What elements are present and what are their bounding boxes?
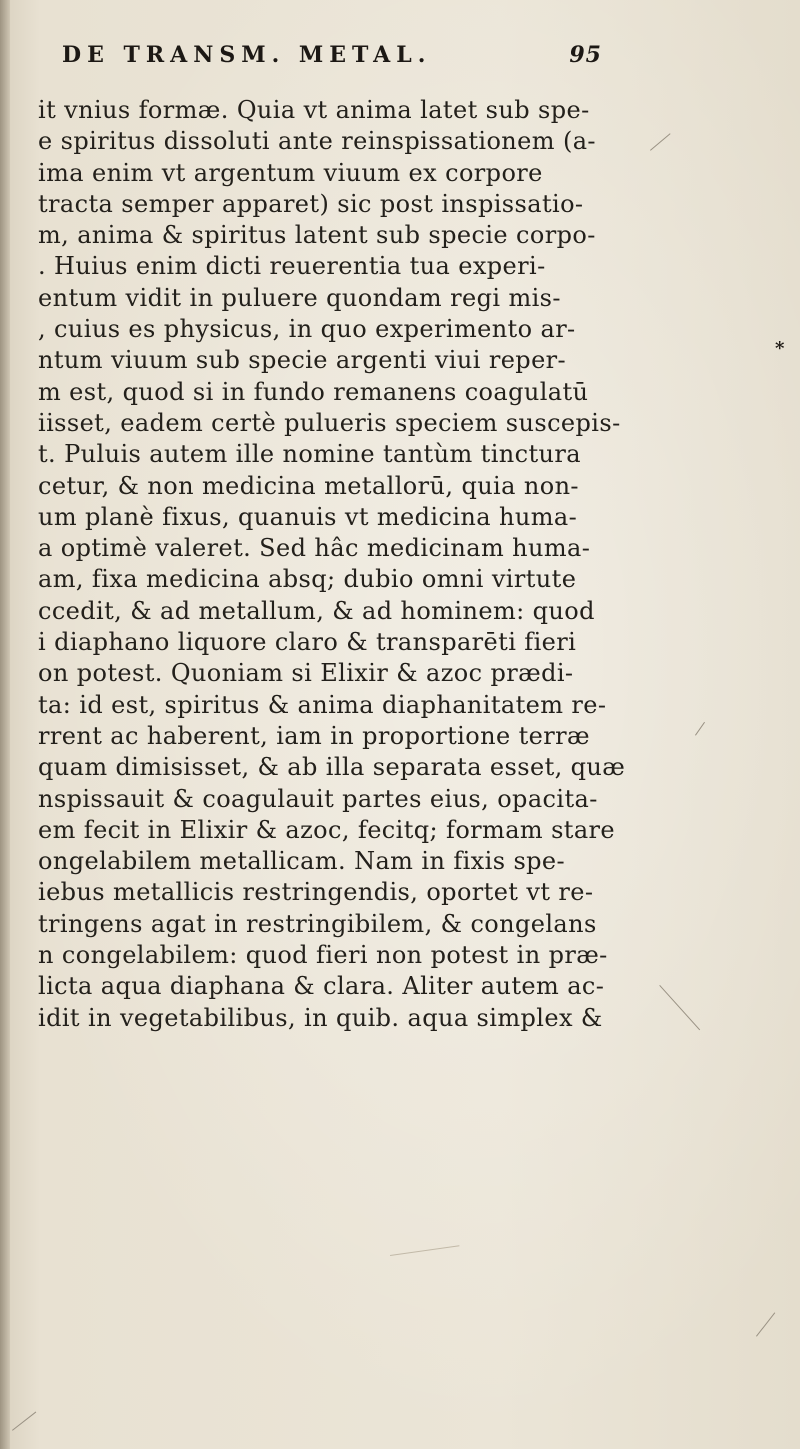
- text-line: idit in vegetabilibus, in quib. aqua simplex &: [38, 1003, 603, 1032]
- text-line: em fecit in Elixir & azoc, fecitq; formam stare: [38, 815, 616, 844]
- text-line: it vnius formæ. Quia vt anima latet sub spe-: [38, 96, 590, 124]
- text-line: rrent ac haberent, iam in proportione terræ: [38, 721, 590, 750]
- body-text: [38, 95, 758, 1034]
- text-line: . Huius enim dicti reuerentia tua experi-: [38, 252, 546, 281]
- text-line: i diaphano liquore claro & transparēti fieri: [38, 628, 577, 657]
- text-line: ta: id est, spiritus & anima diaphanitatem re-: [38, 690, 607, 719]
- text-line: tracta semper apparet) sic post inspissatio-: [38, 189, 584, 218]
- text-line: a optimè valeret. Sed hâc medicinam huma-: [38, 534, 591, 563]
- text-line: licta aqua diaphana & clara. Aliter autem ac-: [38, 972, 605, 1001]
- text-line: m, anima & spiritus latent sub specie corpo-: [38, 221, 596, 250]
- text-line: m est, quod si in fundo remanens coagulatū: [38, 377, 589, 406]
- text-line: nspissauit & coagulauit partes eius, opacita-: [38, 784, 598, 813]
- page-gutter: [0, 0, 10, 1449]
- text-line: ima enim vt argentum viuum ex corpore: [38, 158, 543, 187]
- text-line: am, fixa medicina absq; dubio omni virtute: [38, 565, 577, 594]
- text-line: iebus metallicis restringendis, oportet vt re-: [38, 878, 594, 907]
- running-head: [62, 42, 602, 82]
- stray-mark: [12, 1412, 36, 1431]
- text-line: ongelabilem metallicam. Nam in fixis spe-: [38, 847, 566, 876]
- text-line: cetur, & non medicina metallorū, quia non-: [38, 471, 579, 500]
- running-head-title: DE TRANSM. METAL.: [62, 42, 432, 68]
- text-line: iisset, eadem certè pulueris speciem suscepis-: [38, 408, 621, 437]
- text-line: ntum viuum sub specie argenti viui reper-: [38, 346, 567, 375]
- page-number: 95: [569, 42, 602, 68]
- stray-mark: [756, 1312, 775, 1336]
- show-through-mark: [390, 1245, 459, 1256]
- text-line: entum vidit in puluere quondam regi mis-: [38, 283, 561, 312]
- text-line: , cuius es physicus, in quo experimento ar-: [38, 315, 576, 344]
- text-line: e spiritus dissoluti ante reinspissationem (a-: [38, 127, 596, 156]
- margin-asterisk: *: [775, 338, 785, 359]
- text-line: t. Puluis autem ille nomine tantùm tinctura: [38, 440, 581, 469]
- text-line: n congelabilem: quod fieri non potest in præ-: [38, 941, 608, 970]
- text-line: on potest. Quoniam si Elixir & azoc prædi-: [38, 659, 574, 688]
- text-line: quam dimisisset, & ab illa separata esset, quæ: [38, 753, 626, 782]
- text-line: um planè fixus, quanuis vt medicina huma-: [38, 502, 578, 531]
- text-line: tringens agat in restringibilem, & congelans: [38, 909, 597, 938]
- text-line: ccedit, & ad metallum, & ad hominem: quod: [38, 596, 595, 625]
